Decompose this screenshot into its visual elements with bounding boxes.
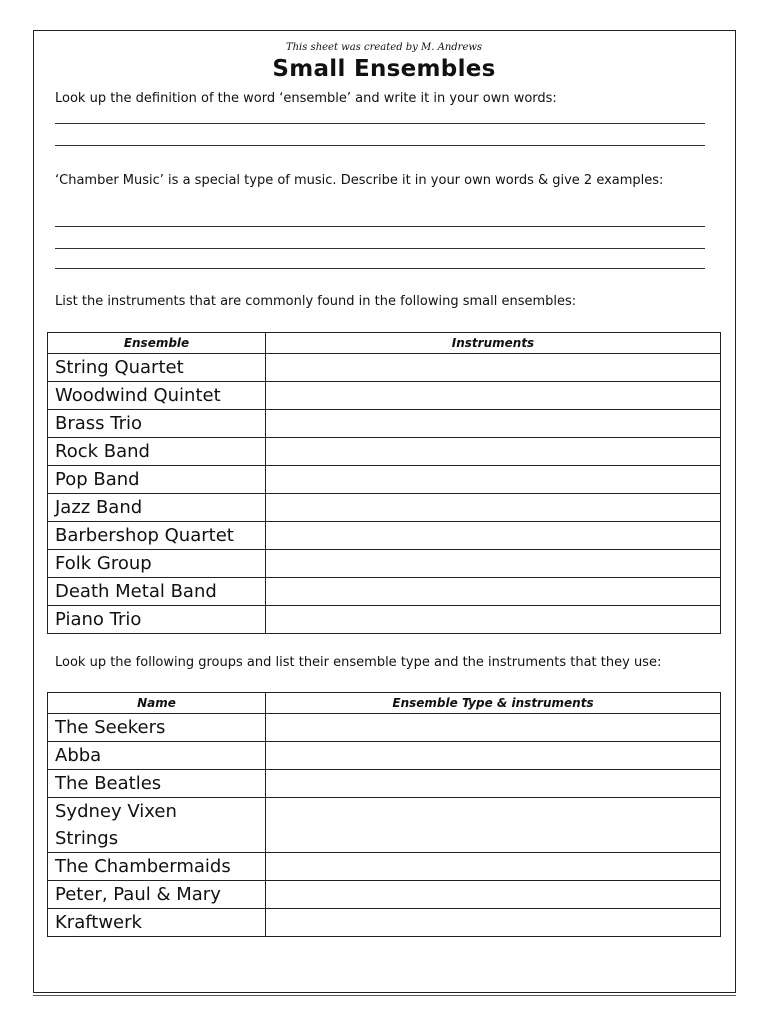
table-row [48, 909, 721, 937]
ensemble-name: String Quartet [48, 354, 266, 382]
instruments-cell[interactable] [266, 438, 721, 466]
ensemble-type-cell[interactable] [266, 909, 721, 937]
instruments-cell[interactable] [266, 522, 721, 550]
answer-line[interactable] [55, 123, 705, 124]
column-header: Instruments [266, 333, 721, 354]
table-row [48, 438, 721, 466]
table-row [48, 798, 721, 853]
instruments-cell[interactable] [266, 578, 721, 606]
answer-line[interactable] [55, 248, 705, 249]
table-row [48, 382, 721, 410]
table-row [48, 550, 721, 578]
group-name: The Beatles [48, 770, 266, 798]
ensemble-type-cell[interactable] [266, 881, 721, 909]
group-name: Kraftwerk [48, 909, 266, 937]
groups-table [47, 692, 721, 937]
table-row [48, 354, 721, 382]
ensemble-type-cell[interactable] [266, 770, 721, 798]
column-header: Ensemble Type & instruments [266, 693, 721, 714]
group-name: The Chambermaids [48, 853, 266, 881]
table-row [48, 770, 721, 798]
ensemble-name: Barbershop Quartet [48, 522, 266, 550]
instruments-cell[interactable] [266, 382, 721, 410]
answer-line[interactable] [55, 226, 705, 227]
instruments-cell[interactable] [266, 494, 721, 522]
instruments-cell[interactable] [266, 410, 721, 438]
ensemble-name: Jazz Band [48, 494, 266, 522]
ensemble-type-cell[interactable] [266, 714, 721, 742]
ensemble-name: Brass Trio [48, 410, 266, 438]
instruments-cell[interactable] [266, 606, 721, 634]
ensemble-name: Piano Trio [48, 606, 266, 634]
ensemble-name: Rock Band [48, 438, 266, 466]
ensemble-name: Pop Band [48, 466, 266, 494]
table-row [48, 466, 721, 494]
table-row [48, 714, 721, 742]
ensemble-type-cell[interactable] [266, 853, 721, 881]
question-groups: Look up the following groups and list their ensemble type and the instruments that they use: [55, 655, 662, 670]
question-ensemble-definition: Look up the definition of the word ‘ensemble’ and write it in your own words: [55, 91, 557, 106]
ensembles-table [47, 332, 721, 634]
group-name: The Seekers [48, 714, 266, 742]
question-chamber-music: ‘Chamber Music’ is a special type of music. Describe it in your own words & give 2 examples: [55, 173, 664, 188]
ensemble-name: Woodwind Quintet [48, 382, 266, 410]
ensemble-name: Folk Group [48, 550, 266, 578]
column-header: Ensemble [48, 333, 266, 354]
question-list-instruments: List the instruments that are commonly found in the following small ensembles: [55, 294, 577, 309]
page-edge [33, 995, 736, 996]
table-header-row [48, 333, 721, 354]
ensemble-type-cell[interactable] [266, 798, 721, 853]
answer-line[interactable] [55, 268, 705, 269]
table-row [48, 522, 721, 550]
table-row [48, 881, 721, 909]
table-row [48, 494, 721, 522]
answer-line[interactable] [55, 145, 705, 146]
table-header-row [48, 693, 721, 714]
table-row [48, 742, 721, 770]
column-header: Name [48, 693, 266, 714]
group-name: Sydney Vixen Strings [48, 798, 266, 853]
instruments-cell[interactable] [266, 550, 721, 578]
table-row [48, 410, 721, 438]
group-name: Abba [48, 742, 266, 770]
page-title: Small Ensembles [272, 56, 496, 82]
ensemble-name: Death Metal Band [48, 578, 266, 606]
group-name: Peter, Paul & Mary [48, 881, 266, 909]
table-row [48, 853, 721, 881]
table-row [48, 606, 721, 634]
author-credit: This sheet was created by M. Andrews [285, 42, 483, 53]
ensemble-type-cell[interactable] [266, 742, 721, 770]
instruments-cell[interactable] [266, 466, 721, 494]
instruments-cell[interactable] [266, 354, 721, 382]
table-row [48, 578, 721, 606]
